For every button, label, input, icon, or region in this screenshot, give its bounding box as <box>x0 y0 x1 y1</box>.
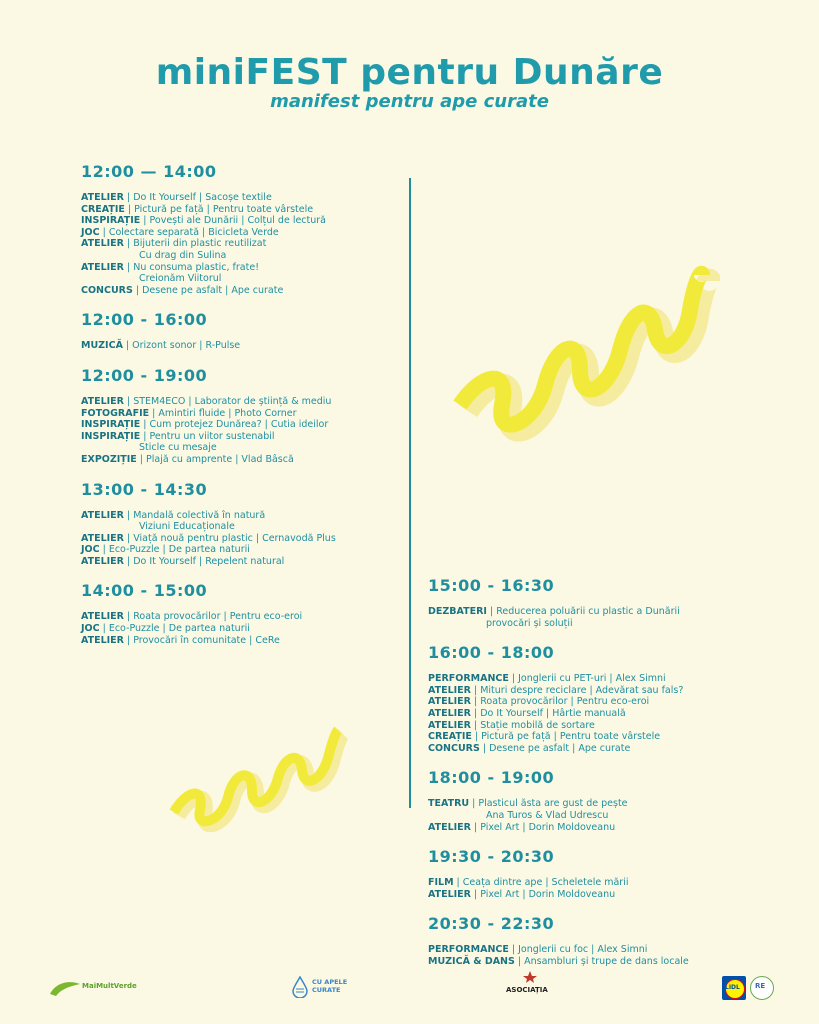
activity-item <box>81 215 401 227</box>
activity-item <box>81 431 401 443</box>
activity-category: ATELIER <box>428 821 471 833</box>
activity-category: JOC <box>81 544 100 556</box>
activity-item <box>428 877 758 889</box>
squiggle-decoration-small <box>160 712 350 832</box>
activity-list <box>81 611 401 646</box>
activity-description: | STEM4ECO | Laborator de știință & mediu <box>123 395 332 407</box>
activity-list <box>428 606 758 629</box>
activity-list <box>81 340 401 352</box>
activity-category: ATELIER <box>81 611 124 623</box>
activity-category: ATELIER <box>81 395 124 407</box>
activity-description: | Desene pe asfalt | Ape curate <box>132 284 284 296</box>
activity-category: ATELIER <box>428 707 471 719</box>
schedule-block <box>428 912 758 967</box>
activity-item <box>81 521 401 533</box>
activity-category: ATELIER <box>428 719 471 731</box>
activity-list <box>428 944 758 967</box>
activity-category: ATELIER <box>81 261 124 273</box>
time-slot-heading: 15:00 - 16:30 <box>428 576 555 595</box>
activity-category: FOTOGRAFIE <box>81 407 150 419</box>
activity-category: PERFORMANCE <box>428 944 509 956</box>
time-slot-heading: 19:30 - 20:30 <box>428 847 555 867</box>
activity-description: | Cum protejez Dunărea? | Cutia ideilor <box>140 419 329 431</box>
activity-category: FILM <box>428 877 454 889</box>
activity-item <box>428 606 758 618</box>
activity-description: | Pixel Art | Dorin Moldoveanu <box>470 821 616 833</box>
logo-asociatia: ASOCIAȚIA <box>500 970 570 1006</box>
activity-item <box>81 556 401 568</box>
activity-item <box>428 956 758 968</box>
column-divider <box>409 178 411 808</box>
schedule-block <box>81 364 401 466</box>
activity-description: | Stație mobilă de sortare <box>470 719 595 731</box>
schedule-block <box>81 579 401 646</box>
schedule-block <box>81 160 401 296</box>
activity-description: Creionăm Viitorul <box>139 273 222 285</box>
squiggle-decoration-large <box>440 255 720 445</box>
activity-item <box>81 635 401 647</box>
activity-description: | Provocări în comunitate | CeRe <box>123 634 280 646</box>
activity-item <box>81 623 401 635</box>
time-slot-heading: 13:00 - 14:30 <box>81 479 208 499</box>
activity-description: | Amintiri fluide | Photo Corner <box>149 407 297 419</box>
activity-description: | Do It Yourself | Repelent natural <box>123 555 285 567</box>
time-slot-heading: 12:00 — 14:00 <box>81 162 217 181</box>
activity-item <box>81 192 401 204</box>
time-slot-heading: 16:00 - 18:00 <box>428 643 555 663</box>
activity-category: ATELIER <box>81 532 124 544</box>
activity-category: MUZICĂ <box>81 340 123 352</box>
activity-category: JOC <box>81 226 100 238</box>
activity-item <box>428 685 758 697</box>
activity-description: | Pentru un viitor sustenabil <box>140 430 275 442</box>
activity-category: EXPOZIȚIE <box>81 453 137 465</box>
activity-item <box>81 611 401 623</box>
activity-item <box>81 544 401 556</box>
activity-category: JOC <box>81 623 100 635</box>
activity-list <box>81 192 401 296</box>
activity-item <box>428 889 758 901</box>
activity-item <box>428 743 758 755</box>
activity-item <box>81 227 401 239</box>
activity-category: ATELIER <box>428 696 471 708</box>
activity-category: ATELIER <box>81 555 124 567</box>
activity-item <box>81 442 401 454</box>
activity-item <box>81 285 401 297</box>
activity-category: CONCURS <box>428 742 480 754</box>
activity-description: Sticle cu mesaje <box>139 442 217 454</box>
logo-lidl: LIDL <box>722 970 748 1006</box>
schedule-left-column <box>81 160 401 658</box>
activity-description: | Plajă cu amprente | Vlad Bâscă <box>136 453 294 465</box>
activity-description: | Plasticul ăsta are gust de pește <box>469 798 628 810</box>
activity-description: | Povești ale Dunării | Colțul de lectură <box>140 215 327 227</box>
activity-item <box>428 720 758 732</box>
activity-category: ATELIER <box>81 238 124 250</box>
activity-item <box>428 708 758 720</box>
schedule-block <box>428 641 758 754</box>
activity-description: | Mandală colectivă în natură <box>123 509 266 521</box>
time-slot-heading: 20:30 - 22:30 <box>428 914 555 934</box>
activity-category: MUZICĂ & DANS <box>428 955 515 967</box>
activity-category: ATELIER <box>428 684 471 696</box>
activity-item <box>428 618 758 630</box>
time-slot-heading: 12:00 - 19:00 <box>81 365 208 385</box>
logo-maimultverde: MaiMultVerde <box>48 970 138 1006</box>
activity-description: | Reducerea poluării cu plastic a Dunării <box>486 606 680 617</box>
schedule-block <box>428 766 758 833</box>
activity-list <box>81 510 401 568</box>
activity-category: CREAȚIE <box>428 731 472 743</box>
activity-category: PERFORMANCE <box>428 673 509 685</box>
activity-list <box>428 673 758 754</box>
activity-description: | Ansambluri și trupe de dans locale <box>514 955 689 967</box>
schedule-block <box>81 478 401 568</box>
activity-item <box>428 810 758 822</box>
activity-description: Cu drag din Sulina <box>139 249 227 261</box>
activity-item <box>81 340 401 352</box>
activity-description: | Eco-Puzzle | De partea naturii <box>99 544 250 556</box>
activity-category: INSPIRAȚIE <box>81 419 141 431</box>
activity-category: ATELIER <box>81 509 124 521</box>
activity-category: ATELIER <box>81 634 124 646</box>
activity-description: | Nu consuma plastic, frate! <box>123 261 260 273</box>
logo-re: RE <box>750 970 776 1006</box>
activity-description: | Eco-Puzzle | De partea naturii <box>99 623 250 635</box>
festival-subtitle: manifest pentru ape curate <box>270 91 549 112</box>
activity-description: | Pictură pe față | Pentru toate vârstele <box>471 731 661 743</box>
time-slot-heading: 14:00 - 15:00 <box>81 581 208 601</box>
activity-category: INSPIRAȚIE <box>81 430 141 442</box>
logo-cu-apele-curate: CU APELE CURATE <box>288 970 348 1006</box>
activity-description: provocări și soluții <box>486 617 573 629</box>
activity-item <box>81 533 401 545</box>
activity-item <box>428 822 758 834</box>
activity-list <box>428 877 758 900</box>
star-icon <box>522 970 538 984</box>
activity-item <box>81 408 401 420</box>
activity-description: | Pixel Art | Dorin Moldoveanu <box>470 888 616 900</box>
activity-category: DEZBATERI <box>428 606 487 617</box>
activity-item <box>81 510 401 522</box>
schedule-block <box>428 845 758 900</box>
schedule-block <box>81 308 401 352</box>
activity-item <box>428 731 758 743</box>
leaf-icon <box>48 978 82 998</box>
activity-category: ATELIER <box>428 888 471 900</box>
activity-description: | Do It Yourself | Hârtie manuală <box>470 707 626 719</box>
time-slot-heading: 18:00 - 19:00 <box>428 768 555 788</box>
festival-title: miniFEST pentru Dunăre <box>155 52 664 93</box>
activity-category: ATELIER <box>81 192 124 203</box>
activity-description: | Desene pe asfalt | Ape curate <box>479 742 631 754</box>
activity-description: | Mituri despre reciclare | Adevărat sau fals? <box>470 684 684 696</box>
activity-description: | Do It Yourself | Sacoșe textile <box>123 192 272 203</box>
activity-list <box>81 396 401 466</box>
activity-item <box>81 262 401 274</box>
activity-list <box>428 798 758 833</box>
activity-description: | Ceața dintre ape | Scheletele mării <box>453 877 629 889</box>
activity-item <box>81 204 401 216</box>
activity-category: CREAȚIE <box>81 203 125 215</box>
activity-item <box>428 696 758 708</box>
activity-item <box>81 454 401 466</box>
activity-item <box>81 273 401 285</box>
schedule-block <box>428 574 758 629</box>
activity-item <box>428 798 758 810</box>
activity-description: | Colectare separată | Bicicleta Verde <box>99 226 279 238</box>
activity-description: | Bijuterii din plastic reutilizat <box>123 238 267 250</box>
activity-category: TEATRU <box>428 798 470 810</box>
activity-description: | Roata provocărilor | Pentru eco-eroi <box>123 611 303 623</box>
activity-description: Viziuni Educaționale <box>139 521 235 533</box>
activity-category: CONCURS <box>81 284 133 296</box>
activity-description: | Roata provocărilor | Pentru eco-eroi <box>470 696 650 708</box>
activity-item <box>81 238 401 250</box>
activity-description: | Pictură pe față | Pentru toate vârstele <box>124 203 314 215</box>
activity-description: | Jonglerii cu PET-uri | Alex Simni <box>508 673 666 685</box>
activity-item <box>81 419 401 431</box>
activity-description: Ana Turos & Vlad Udrescu <box>486 809 609 821</box>
activity-description: | Jonglerii cu foc | Alex Simni <box>508 944 648 956</box>
activity-item <box>428 673 758 685</box>
time-slot-heading: 12:00 - 16:00 <box>81 310 208 330</box>
activity-item <box>81 250 401 262</box>
activity-description: | Viață nouă pentru plastic | Cernavodă Plus <box>123 532 336 544</box>
activity-item <box>428 944 758 956</box>
activity-item <box>81 396 401 408</box>
activity-category: INSPIRAȚIE <box>81 215 141 227</box>
activity-description: | Orizont sonor | R-Pulse <box>122 340 241 352</box>
schedule-right-column <box>428 574 758 980</box>
drop-icon <box>292 976 308 998</box>
